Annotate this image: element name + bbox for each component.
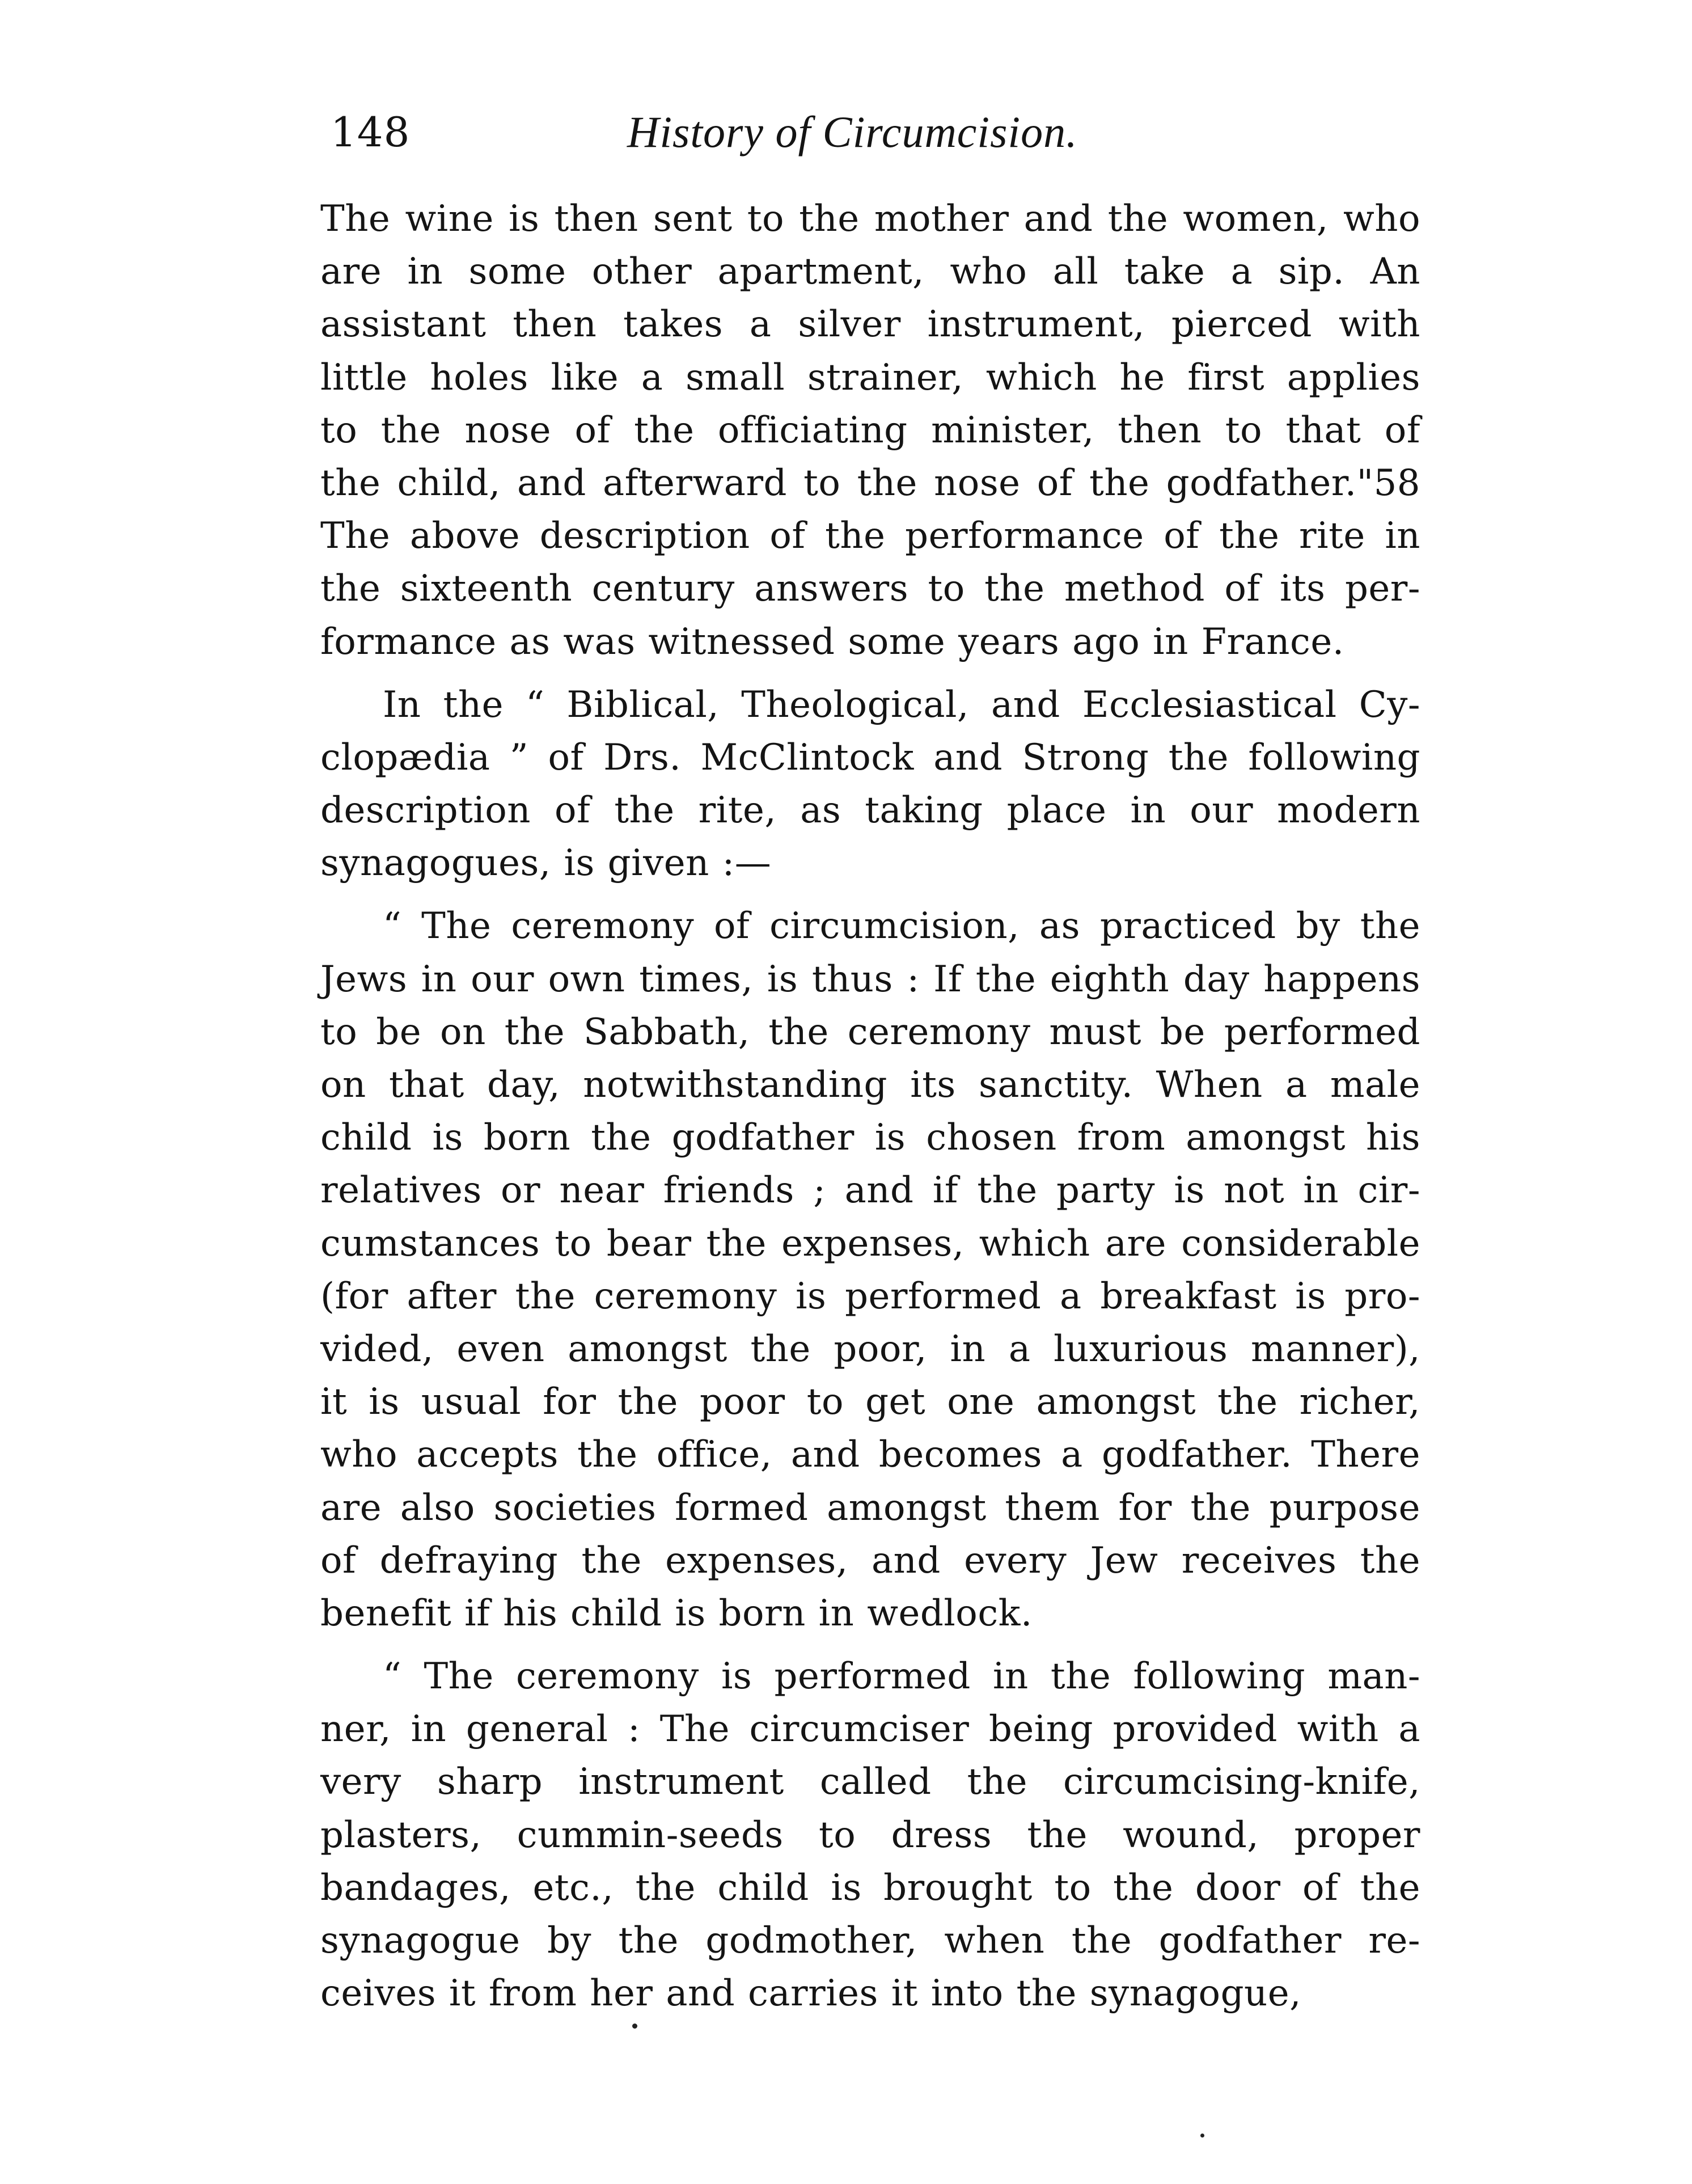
text-line: The above description of the performance of the rite in	[320, 515, 1420, 557]
text-line: to the nose of the officiating minister, then to that of	[320, 409, 1420, 451]
text-line: are in some other apartment, who all take a sip. An	[320, 251, 1420, 293]
paragraph-gap	[320, 1640, 1420, 1650]
paragraph	[320, 679, 1420, 890]
text-line: formance as was witnessed some years ago in France.	[320, 620, 1344, 663]
running-title: History of Circumcision.	[627, 107, 1078, 157]
running-header	[331, 101, 1127, 163]
text-line: (for after the ceremony is performed a breakfast is pro-	[320, 1275, 1420, 1317]
text-line: on that day, notwithstanding its sanctity. When a male	[320, 1064, 1420, 1106]
scan-speck	[1200, 2134, 1204, 2137]
page-number: 148	[331, 108, 411, 156]
body-text	[320, 193, 1420, 2020]
paragraph-gap	[320, 890, 1420, 900]
text-line: Jews in our own times, is thus : If the eighth day happens	[320, 958, 1420, 1000]
paragraph	[320, 1650, 1420, 2020]
scan-speck	[632, 2024, 637, 2029]
text-line: relatives or near friends ; and if the party is not in cir-	[320, 1169, 1420, 1212]
text-line: it is usual for the poor to get one amongst the richer,	[320, 1381, 1420, 1423]
text-line: In the “ Biblical, Theological, and Ecclesiastical Cy-	[383, 683, 1420, 726]
text-line: synagogue by the godmother, when the godfather re-	[320, 1920, 1420, 1962]
paragraph	[320, 900, 1420, 1640]
text-line: benefit if his child is born in wedlock.	[320, 1592, 1033, 1634]
text-line: plasters, cummin-seeds to dress the wound, proper	[320, 1814, 1420, 1856]
text-line: little holes like a small strainer, which he first applies	[320, 356, 1420, 399]
text-line: bandages, etc., the child is brought to the door of the	[320, 1866, 1420, 1909]
paragraph	[320, 193, 1420, 669]
text-line: ner, in general : The circumciser being provided with a	[320, 1708, 1420, 1751]
text-line: clopædia ” of Drs. McClintock and Strong the following	[320, 736, 1420, 779]
text-line: very sharp instrument called the circumcising-knife,	[320, 1761, 1420, 1803]
text-line: assistant then takes a silver instrument, pierced with	[320, 303, 1420, 346]
text-line: ceives it from her and carries it into the synagogue,	[320, 1972, 1301, 2015]
text-line: cumstances to bear the expenses, which are considerable	[320, 1222, 1420, 1265]
text-line: are also societies formed amongst them for the purpose	[320, 1486, 1420, 1529]
text-line: “ The ceremony of circumcision, as practiced by the	[383, 905, 1420, 948]
text-line: who accepts the office, and becomes a godfather. There	[320, 1434, 1420, 1476]
text-line: the sixteenth century answers to the method of its per-	[320, 568, 1420, 610]
text-line: vided, even amongst the poor, in a luxurious manner),	[320, 1328, 1420, 1370]
paragraph-gap	[320, 669, 1420, 679]
text-line: “ The ceremony is performed in the following man-	[383, 1655, 1420, 1698]
text-line: The wine is then sent to the mother and the women, who	[320, 198, 1420, 240]
text-line: to be on the Sabbath, the ceremony must be performed	[320, 1011, 1420, 1053]
text-line: the child, and afterward to the nose of the godfather."58	[320, 462, 1420, 504]
text-line: description of the rite, as taking place in our modern	[320, 789, 1420, 832]
text-line: of defraying the expenses, and every Jew receives the	[320, 1539, 1420, 1582]
text-line: child is born the godfather is chosen from amongst his	[320, 1117, 1420, 1159]
text-line: synagogues, is given :—	[320, 842, 772, 885]
